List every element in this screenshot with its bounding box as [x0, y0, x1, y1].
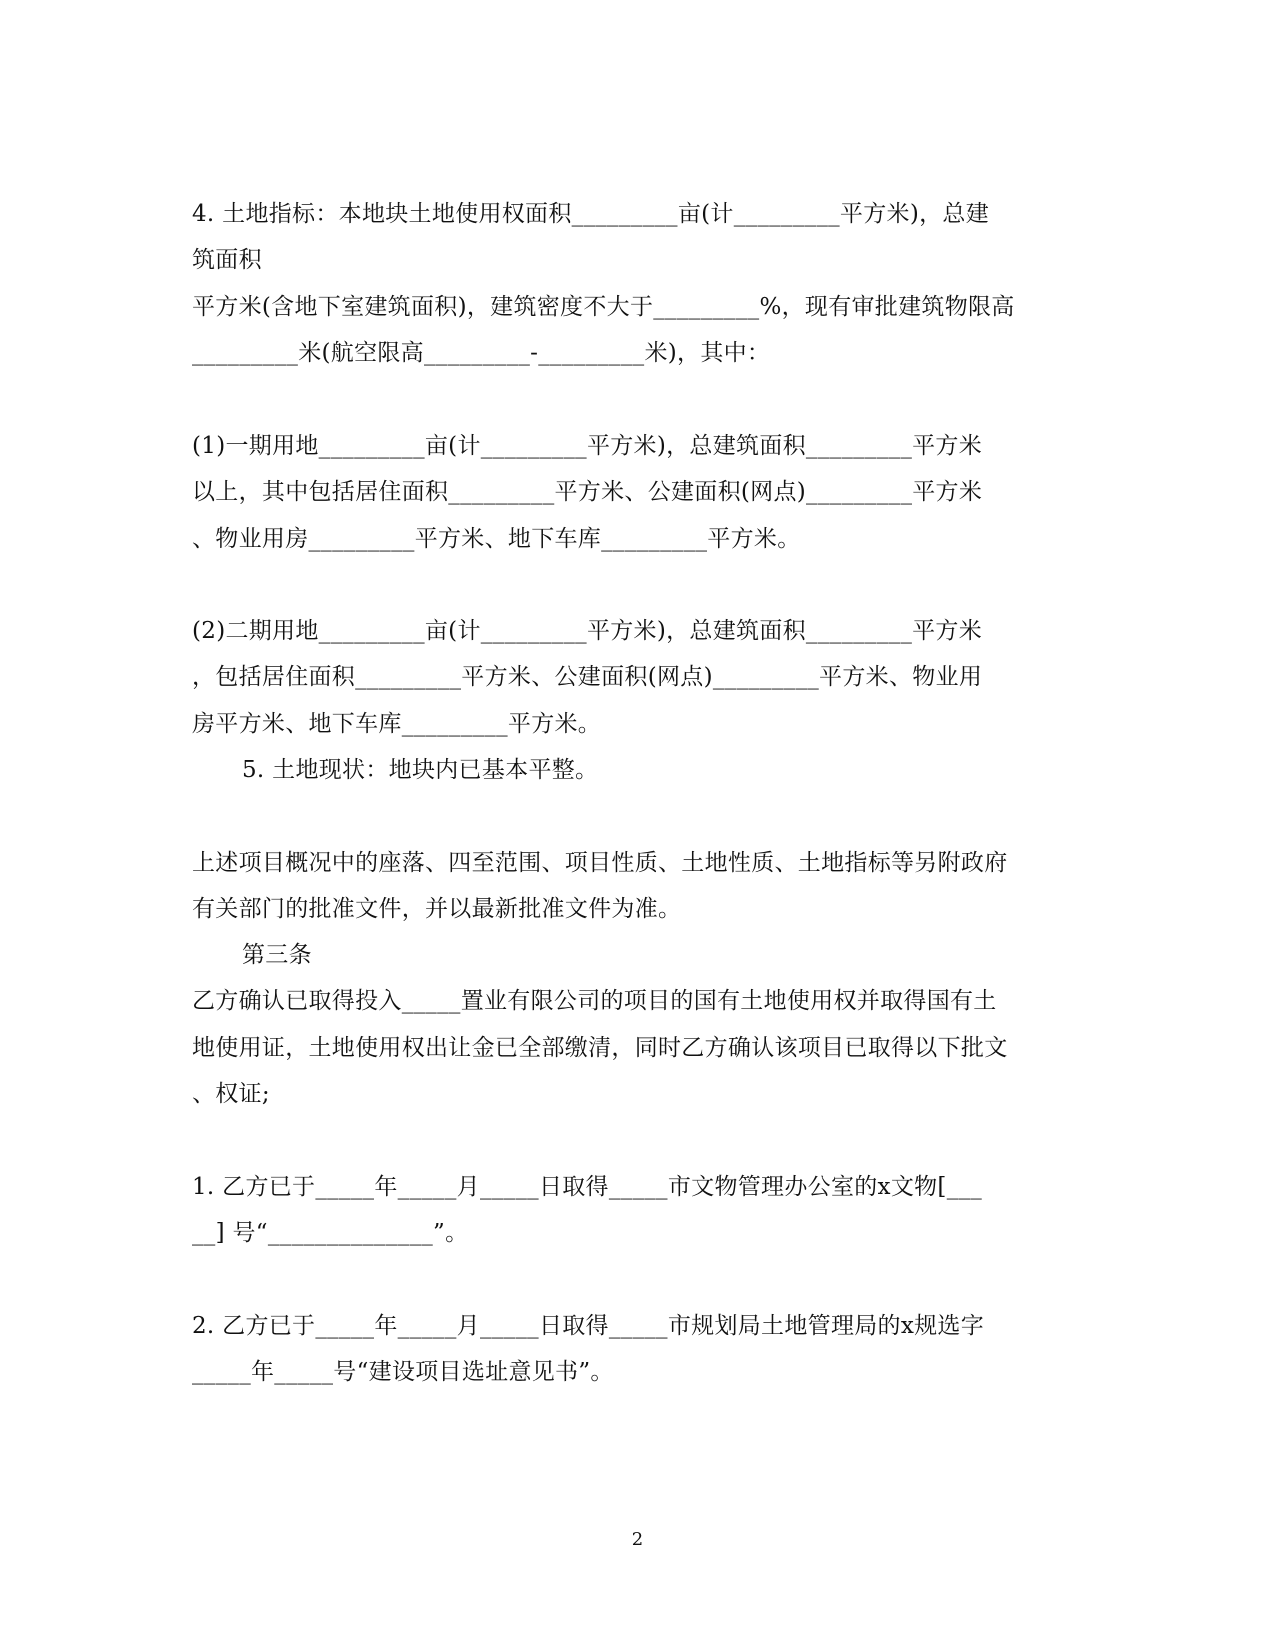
text-line: 平方米(含地下室建筑面积)，建筑密度不大于_________%，现有审批建筑物限高 [192, 294, 1015, 320]
text-line: __] 号“______________”。 [192, 1220, 469, 1246]
text-line: 有关部门的批准文件，并以最新批准文件为准。 [192, 896, 682, 922]
text-line: 、权证; [192, 1081, 270, 1107]
text-line: 1. 乙方已于_____年_____月_____日取得_____市文物管理办公室的x文物[___ [192, 1174, 983, 1200]
text-line: 地使用证，土地使用权出让金已全部缴清，同时乙方确认该项目已取得以下批文 [192, 1035, 1008, 1061]
text-line: (2)二期用地_________亩(计_________平方米)，总建筑面积_________平方米 [192, 618, 983, 644]
text-line: 以上，其中包括居住面积_________平方米、公建面积(网点)_________平方米 [192, 479, 983, 505]
text-line: 筑面积 [192, 247, 262, 273]
text-line: (1)一期用地_________亩(计_________平方米)，总建筑面积_________平方米 [192, 433, 983, 459]
text-line: ，包括居住面积_________平方米、公建面积(网点)_________平方米、物业用 [192, 664, 983, 690]
text-line: _____年_____号“建设项目选址意见书”。 [192, 1359, 614, 1385]
text-line: _________米(航空限高_________-_________米)，其中： [192, 340, 771, 366]
text-line: 乙方确认已取得投入_____置业有限公司的项目的国有土地使用权并取得国有土 [192, 988, 997, 1014]
text-line: 4. 土地指标：本地块土地使用权面积_________亩(计_________平方米)，总建 [192, 201, 990, 227]
page-number: 2 [631, 1529, 644, 1550]
text-line: 5. 土地现状：地块内已基本平整。 [242, 757, 599, 783]
section-heading: 第三条 [242, 942, 312, 968]
text-line: 、物业用房_________平方米、地下车库_________平方米。 [192, 526, 801, 552]
text-line: 上述项目概况中的座落、四至范围、项目性质、土地性质、土地指标等另附政府 [192, 850, 1008, 876]
text-line: 2. 乙方已于_____年_____月_____日取得_____市规划局土地管理局的x规选字 [192, 1313, 985, 1339]
text-line: 房平方米、地下车库_________平方米。 [192, 711, 602, 737]
